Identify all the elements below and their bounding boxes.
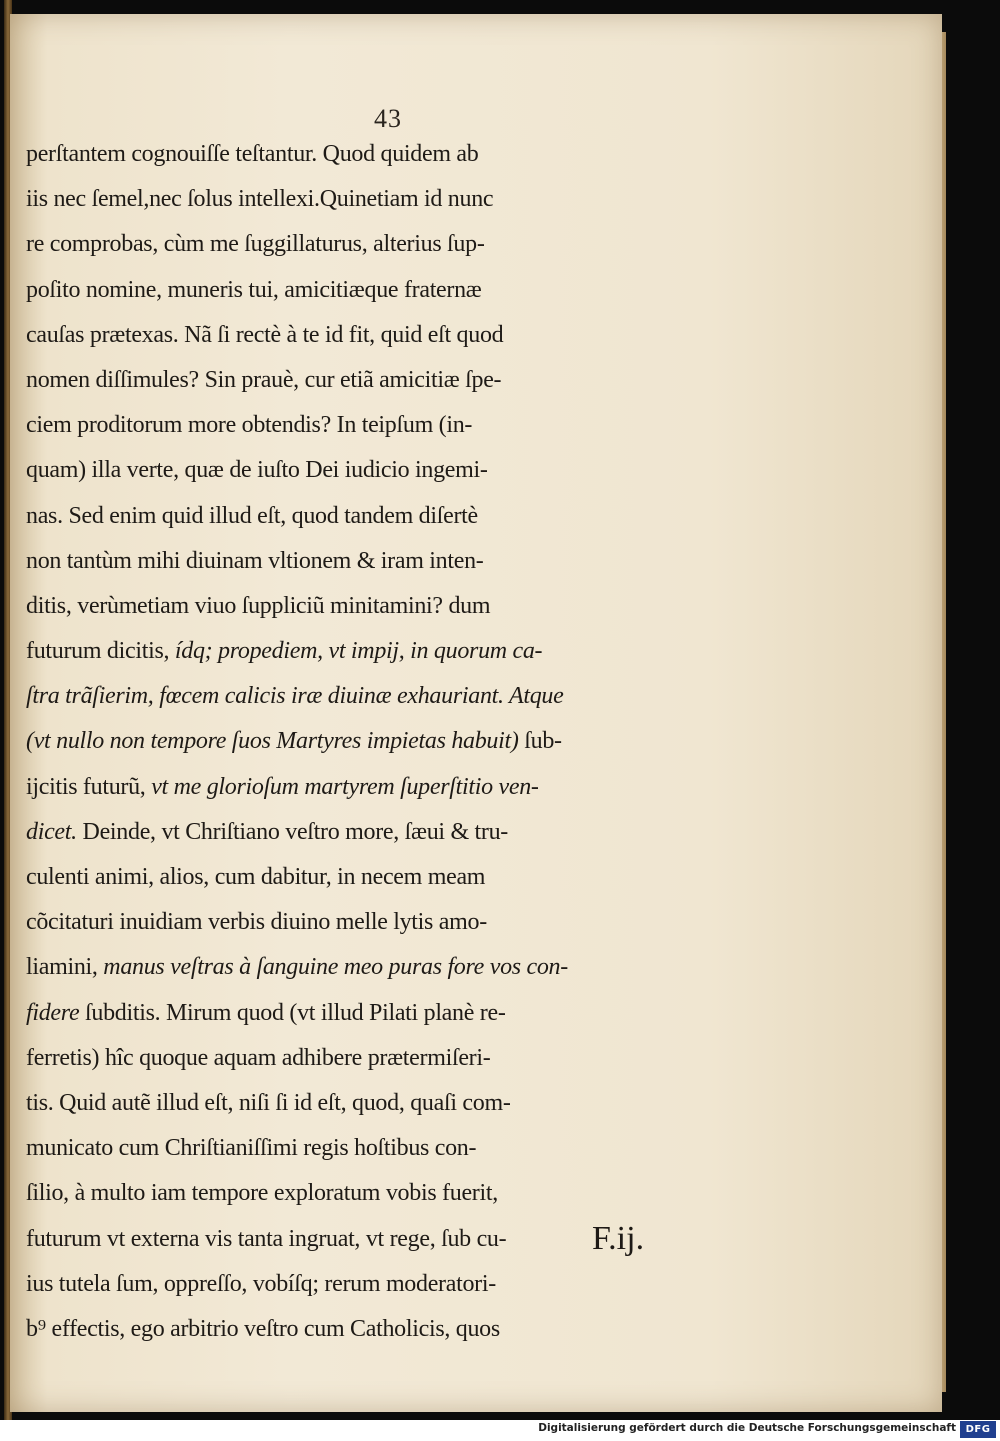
text-line	[26, 1036, 756, 1081]
italic-text: ſtra trãſierim, fœcem calicis iræ diuinæ exhauriant. Atque	[26, 683, 564, 710]
roman-text: perſtantem cognouiſſe teſtantur. Quod quidem ab	[26, 141, 479, 167]
roman-text: Deinde, vt Chriſtiano veſtro more, ſæui & tru-	[76, 818, 508, 845]
roman-text: iis nec ſemel,nec ſolus intellexi.Quinetiam id nunc	[26, 186, 494, 213]
roman-text: ciem proditorum more obtendis? In teipſum (in-	[26, 412, 473, 439]
roman-text: ſub-	[518, 728, 562, 755]
dfg-logo-icon: DFG	[960, 1421, 996, 1438]
text-line	[26, 1217, 756, 1262]
text-line	[26, 222, 756, 267]
roman-text: ferretis) hîc quoque aquam adhibere prætermiſeri-	[26, 1044, 491, 1071]
roman-text: ditis, verùmetiam viuo ſuppliciũ minitamini? dum	[26, 592, 491, 619]
page-number: 43	[374, 104, 402, 133]
italic-text: ídq; propediem, vt impij, in quorum ca-	[174, 638, 543, 665]
text-body	[26, 132, 756, 1352]
text-line	[26, 448, 756, 493]
text-line	[26, 1081, 756, 1126]
credit-bar	[0, 1420, 1000, 1441]
roman-text: ſilio, à multo iam tempore exploratum vobis fuerit,	[26, 1180, 498, 1207]
italic-text: fidere	[26, 999, 80, 1026]
text-line	[26, 945, 756, 990]
roman-text: futurum vt externa vis tanta ingruat, vt rege, ſub cu-	[26, 1225, 507, 1252]
text-line	[26, 991, 756, 1036]
text-line	[26, 900, 756, 945]
roman-text: ijcitis futurũ,	[26, 773, 152, 800]
text-line	[26, 268, 756, 313]
roman-text: ius tutela ſum, oppreſſo, vobíſq; rerum moderatori-	[26, 1270, 496, 1297]
roman-text: municato cum Chriſtianiſſimi regis hoſtibus con-	[26, 1135, 477, 1162]
text-line	[26, 765, 756, 810]
italic-text: manus veſtras à ſanguine meo puras fore vos con-	[103, 954, 568, 981]
text-line	[26, 177, 756, 222]
roman-text: b⁹ effectis, ego arbitrio veſtro cum Catholicis, quos	[26, 1315, 500, 1342]
signature-mark: F.ij.	[592, 1220, 645, 1257]
italic-text: vt me glorioſum martyrem ſuperſtitio ven-	[151, 773, 539, 800]
roman-text: futurum dicitis,	[26, 638, 175, 665]
roman-text: cauſas prætexas. Nã ſi rectè à te id fit, quid eſt quod	[26, 321, 504, 348]
roman-text: cõcitaturi inuidiam verbis diuino melle lytis amo-	[26, 909, 487, 936]
roman-text: re comprobas, cùm me ſuggillaturus, alterius ſup-	[26, 231, 485, 258]
roman-text: tis. Quid autẽ illud eſt, niſi ſi id eſt, quod, quaſi com-	[26, 1089, 511, 1116]
roman-text: ſubditis. Mirum quod (vt illud Pilati planè re-	[79, 999, 506, 1026]
text-line	[26, 132, 756, 177]
text-line	[26, 494, 756, 539]
text-line	[26, 810, 756, 855]
funding-credit: Digitalisierung gefördert durch die Deutsche Forschungsgemeinschaft	[538, 1422, 956, 1434]
text-line	[26, 403, 756, 448]
italic-text: (vt nullo non tempore ſuos Martyres impietas habuit)	[26, 728, 519, 755]
text-line	[26, 313, 756, 358]
roman-text: quam) illa verte, quæ de iuſto Dei iudicio ingemi-	[26, 457, 488, 484]
text-line	[26, 358, 756, 403]
text-line	[26, 855, 756, 900]
text-line	[26, 1171, 756, 1216]
roman-text: non tantùm mihi diuinam vltionem & iram inten-	[26, 547, 484, 574]
roman-text: culenti animi, alios, cum dabitur, in necem meam	[26, 864, 486, 890]
roman-text: nas. Sed enim quid illud eſt, quod tandem diſertè	[26, 502, 478, 529]
roman-text: liamini,	[26, 954, 104, 981]
text-line	[26, 1307, 756, 1352]
roman-text: nomen diſſimules? Sin prauè, cur etiã amicitiæ ſpe-	[26, 366, 502, 393]
text-line	[26, 1126, 756, 1171]
italic-text: dicet.	[26, 818, 77, 845]
text-line	[26, 1262, 756, 1307]
roman-text: poſito nomine, muneris tui, amicitiæque fraternæ	[26, 276, 482, 303]
text-line	[26, 719, 756, 764]
text-line	[26, 674, 756, 719]
book-page	[10, 14, 942, 1412]
text-line	[26, 539, 756, 584]
text-line	[26, 584, 756, 629]
text-line	[26, 629, 756, 674]
